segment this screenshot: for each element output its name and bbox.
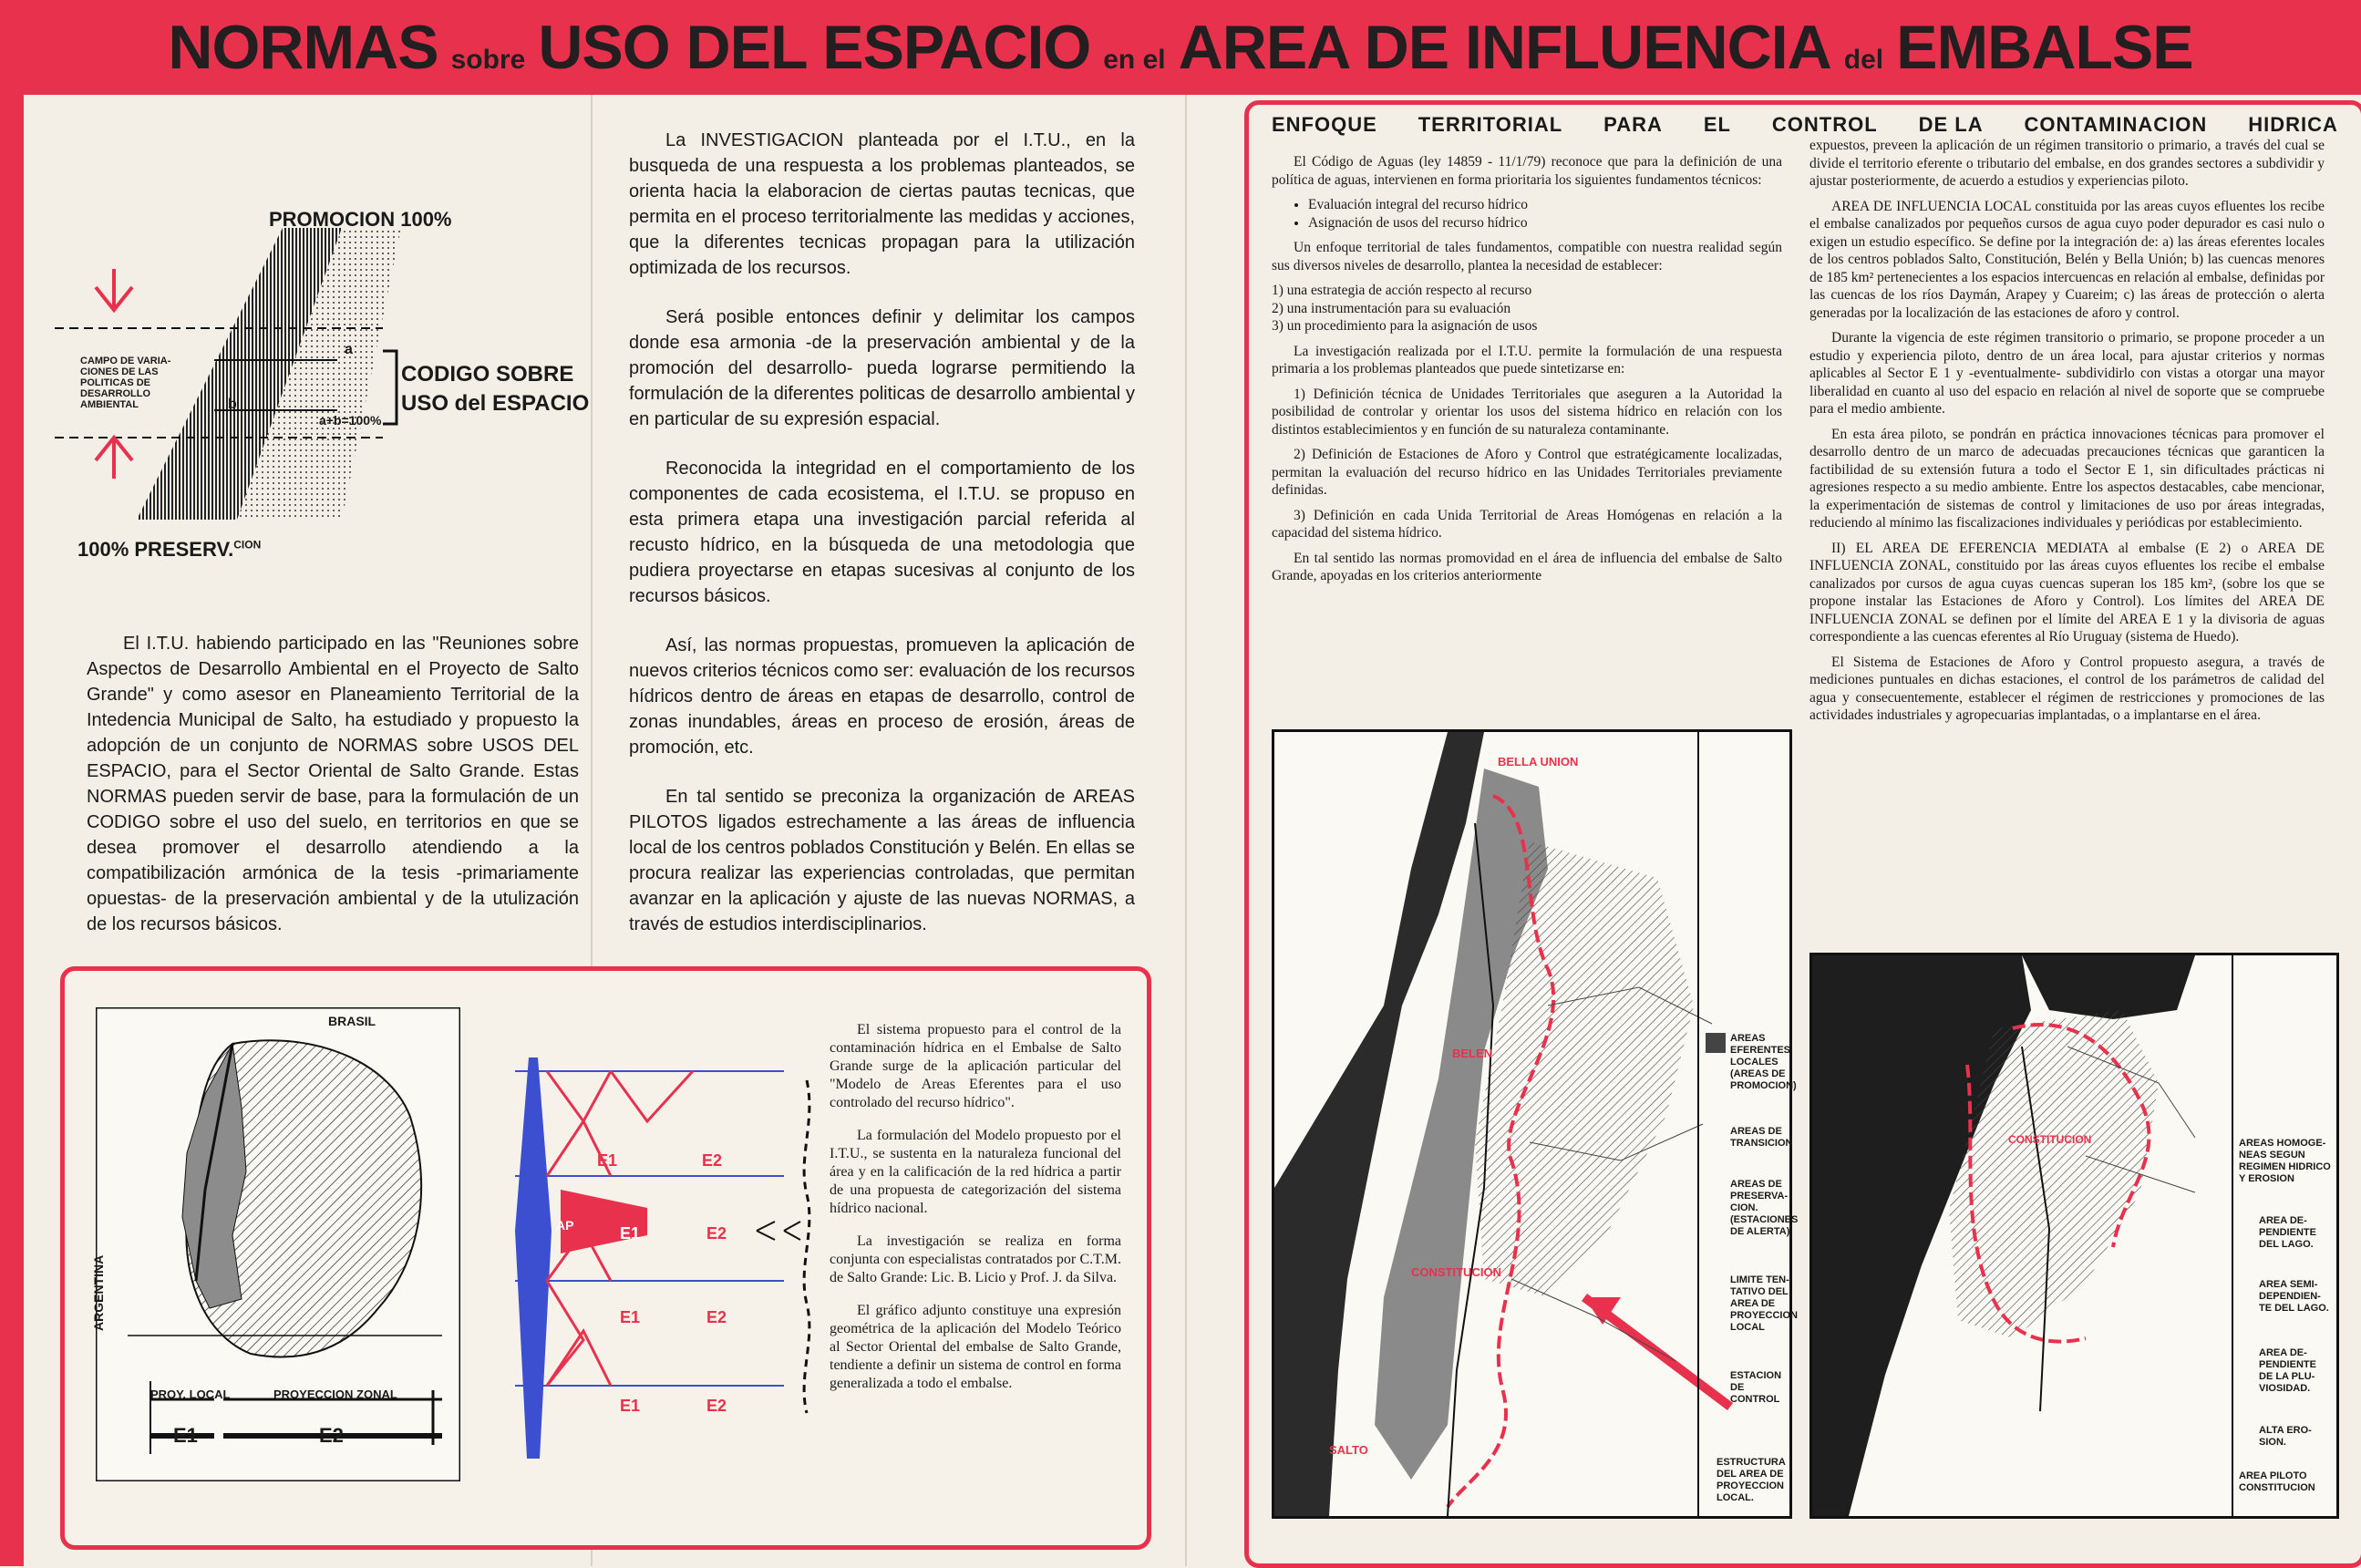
proy-zonal-label: PROYECCION ZONAL xyxy=(273,1387,397,1401)
argentina-label: ARGENTINA xyxy=(91,1254,106,1331)
map1-legend-1: AREAS EFERENTES LOCALES (AREAS DE PROMOCION) xyxy=(1730,1033,1797,1091)
model-box-text: El sistema propuesto para el control de la contaminación hídrica en el Embalse de Salto Grande surge de la aplicación particular del "Modelo de Areas Eferentes para el uso controlado del recurso hídrico". La formulación del Modelo propuesto por el I.T.U., se sustenta en la naturaleza funcional del área y en la calificación de la red hídrica a partir de una propuesta de categorización del sistema hídrico nacional. La investigación se realiza en forma conjunta con especialistas contratados por C.T.M. de Salto Grande: Lic. B. Licio y Prof. J. da Silva. El gráfico adjunto constituye una expresión geométrica de la aplicación del Modelo Teórico al Sector Oriental del embalse de Salto Grande, tendiente a definir un sistema de control en forma generalizada a todo el embalse. xyxy=(830,1022,1121,1391)
model-e1-1: E1 xyxy=(597,1151,618,1170)
model-e1-3: E1 xyxy=(620,1308,641,1326)
map2-legend-divider xyxy=(2232,955,2233,1516)
brasil-label: BRASIL xyxy=(328,1014,376,1028)
map2-legend-2: AREA SEMI- DEPENDIEN- TE DEL LAGO. xyxy=(2259,1279,2329,1314)
model-e2-2: E2 xyxy=(706,1224,727,1243)
investigation-column: La INVESTIGACION planteada por el I.T.U., en la busqueda de una respuesta a los problemas planteados, se orienta hacia la elaboracion de ciertas pautas tecnicas, que permita en el proceso territorialmente las medidas y acciones, que la diferentes tecnicas propagan para la utilización optimizada de los recursos. Será posible entonces definir y delimitar los campos donde esa armonia -de la preservación ambiental y de la promoción del desarrollo- pueda lograrse permitiendo la formulación de la diferentes politicas de desarrollo ambiental y en particular de su expresión espacial. Reconocida la integridad en el comportamiento de los componentes de cada ecosistema, el I.T.U. se propuso en esta primera etapa una investigación parcial referida al recusto hídrico, en la búsqueda de una metodologia que pudiera proyectarse en etapas sucesivas al conjunto de los recursos básicos. Así, las normas propuestas, promueven la aplicación de nuevos criterios técnicos como ser: evaluación de los recursos hídricos dentro de áreas en etapas de desarrollo, control de zonas inundables, áreas en proceso de erosión, áreas de promoción, etc. En tal sentido se preconiza la organización de AREAS PILOTOS ligados estrechamente a las áreas de influencia local de los centros poblados Constitución y Belén. En ellas se procura realizar las experiencias controladas, que permitan avanzar en la aplicación y ajuste de las nuevas NORMAS, a través de estudios interdisciplinarios. xyxy=(629,130,1135,934)
left-red-edge xyxy=(0,95,24,1566)
map1-legend-3: AREAS DE PRESERVA- CION. (ESTACIONES DE ALERTA) xyxy=(1730,1179,1799,1237)
fold-line xyxy=(1185,95,1187,1566)
map2-legend-4: ALTA ERO- SION. xyxy=(2259,1425,2312,1448)
map2-legend-0: AREAS HOMOGE- NEAS SEGUN REGIMEN HIDRICO Y EROSION xyxy=(2239,1138,2331,1184)
eferent-model-diagram xyxy=(510,1048,820,1468)
right-column-b: expuestos, preveen la aplicación de un régimen transitorio o primario, a través del cual se divide el territorio eferente o tributario del embalse, en dos grandes sectores a subdividir y ajustar posteriormente, de acuerdo a estudios y experiencias piloto. AREA DE INFLUENCIA LOCAL constituida por las areas cuyos efluentes los recibe el embalse canalizados por pequeños cursos de agua cuyo poder depurador es casi nulo o exigen un estudio específico. Se define por la integración de: a) las áreas eferentes locales de los centros poblados Salto, Constitución, Belén y Bella Unión; b) las cuencas menores de 185 km² pertenecientes a los espacios intercuencas en relación al embalse, definidas por las cuencas de los ríos Daymán, Arapey y Cuareim; c) las áreas de protección o alerta generadas por la localización de las estaciones de aforo y control. Durante la vigencia de este régimen transitorio o primario, se propone proceder a un estudio y experiencia piloto, dentro de un área local, para ajustar criterios y normas aplicables al Sector E 1 y -eventualmente- subdividirlo con vistas a otorgar una mayor liberalidad en cuanto al uso del espacio en relación al nivel de soporte que se compruebe para el medio ambiente. En esta área piloto, se pondrán en práctica innovaciones técnicas para promover el desarrollo dentro de un marco de adecuadas precauciones técnicas que garanticen la factibilidad de su extensión futura a todo el Sector E 1, sin dificultades prácticas ni agresiones respecto a su medio ambiente. Entre los aspectos destacables, cabe mencionar, la experimentación de sistemas de control y limitaciones de uso por áreas integradas, reduciendo al mínimo las fiscalizaciones individuales y periódicas por establecimiento. II) EL AREA DE EFERENCIA MEDIATA al embalse (E 2) o AREA DE INFLUENCIA ZONAL, constituido por las áreas cuyos efluentes los recibe el embalse canalizados por cursos de agua cuyas cuencas superan los 185 km², (sobre los que se propone instalar las Estaciones de Aforo y Control). Los límites del AREA DE INFLUENCIA ZONAL se definen por el límite del AREA E 1 y la divisoria de aguas correspondiente a las cuencas eferentes al Río Uruguay (sistema de Huedo). El Sistema de Estaciones de Aforo y Control propuesto asegura, a través de mediciones puntuales en dichas estaciones, el control de los parámetros de calidad del agua y consecuentemente, establecer el régimen de restricciones y promociones de las actividades industriales y agropecuarias implantadas, o a implantarse en el área. xyxy=(1809,138,2325,723)
model-e2-1: E2 xyxy=(702,1151,723,1170)
map2-legend-5: AREA PILOTO CONSTITUCION xyxy=(2239,1470,2315,1493)
a-label: a xyxy=(345,342,353,357)
promocion-label: PROMOCION 100% xyxy=(269,208,452,231)
e2-label: E2 xyxy=(319,1424,344,1447)
constitucion-pilot-label: CONSTITUCION xyxy=(2008,1133,2092,1146)
model-e1-2: E1 xyxy=(620,1224,641,1243)
right-section-heading: ENFOQUE TERRITORIAL PARA EL CONTROL DE LA CONTAMINACION HIDRICA xyxy=(1272,113,2338,136)
map1-legend-divider xyxy=(1697,732,1699,1516)
intro-column: El I.T.U. habiendo participado en las "Reuniones sobre Aspectos de Desarrollo Ambiental en el Proyecto de Salto Grande" y como asesor en Planeamiento Territorial de la Intedencia Municipal de Salto, ha estudiado y propuesto la adopción de un conjunto de NORMAS sobre USOS DEL ESPACIO, para el Sector Oriental de Salto Grande. Estas NORMAS pueden servir de base, para la formulación de un CODIGO sobre el uso del suelo, en territorios en que se desea promover el desarrollo atendiendo a la compatibilización armónica de la tesis -primariamente opuestas- de la preservación ambiental y de la utulización de los recursos básicos. xyxy=(87,634,579,934)
model-e1-4: E1 xyxy=(620,1397,641,1415)
salto-label: SALTO xyxy=(1329,1443,1368,1457)
model-e2-3: E2 xyxy=(706,1308,727,1326)
promotion-preservation-diagram xyxy=(36,191,593,574)
map1-legend-2: AREAS DE TRANSICION xyxy=(1730,1126,1793,1149)
pilot-map-graphic xyxy=(1812,955,2336,1516)
pilot-area-map xyxy=(1809,953,2339,1519)
proy-local-label: PROY. LOCAL xyxy=(150,1387,231,1401)
b-label: b xyxy=(228,397,237,412)
belen-label: BELEN xyxy=(1452,1047,1493,1060)
map2-legend-1: AREA DE- PENDIENTE DEL LAGO. xyxy=(2259,1215,2316,1250)
page-title: NORMAS sobre USO DEL ESPACIO en el AREA DE INFLUENCIA del EMBALSE xyxy=(168,13,2193,82)
legend-swatch-eferentes xyxy=(1706,1033,1726,1053)
codigo-label: CODIGO SOBRE USO del ESPACIO xyxy=(401,362,590,416)
map1-legend-4: LIMITE TEN- TATIVO DEL AREA DE PROYECCION LOCAL xyxy=(1730,1274,1798,1333)
local-map-graphic xyxy=(1274,732,1789,1516)
map2-legend-3: AREA DE- PENDIENTE DE LA PLU- VIOSIDAD. xyxy=(2259,1347,2316,1394)
preserv-label: 100% PRESERV.$^{CION}$ xyxy=(77,538,262,561)
location-map xyxy=(96,1007,460,1481)
e1-label: E1 xyxy=(173,1424,198,1447)
model-e2-4: E2 xyxy=(706,1397,727,1415)
campo-label: CAMPO DE VARIA- CIONES DE LAS POLITICAS DE DESARROLLO AMBIENTAL xyxy=(80,356,171,410)
constitucion-label: CONSTITUCION xyxy=(1411,1265,1501,1279)
model-ap: AP xyxy=(556,1218,574,1233)
ab-label: a+b=100% xyxy=(319,413,382,428)
map1-legend-6: ESTRUCTURA DEL AREA DE PROYECCION LOCAL. xyxy=(1717,1457,1786,1503)
local-projection-map xyxy=(1272,729,1799,1519)
bella-union-label: BELLA UNION xyxy=(1498,755,1579,769)
right-column-a: El Código de Aguas (ley 14859 - 11/1/79) reconoce que para la definición de una política de aguas, intervienen en forma prioritaria los siguientes fundamentos técnicos: • Evaluación integral del recurso hídrico • Asignación de usos del recurso hídrico Un enfoque territorial de tales fundamentos, compatible con nuestra realidad según sus diversos niveles de desarrollo, plantea la necesidad de establecer: 1) una estrategia de acción respecto al recurso 2) una instrumentación para su evaluación 3) un procedimiento para la asignación de usos La investigación realizada por el I.T.U. permite la formulación de una respuesta primaria a los problemas planteados que puede sintetizarse en: 1) Definición técnica de Unidades Territoriales que aseguren a la Autoridad la posibilidad de controlar y orientar los usos del sistema hídrico en relación con los distintos establecimientos y en función de su naturaleza contaminante. 2) Definición de Estaciones de Aforo y Control que estratégicamente localizadas, permitan la evaluación del recurso hídrico en las Unidades Territoriales previamente definidas. 3) Definición en cada Unida Territorial de Areas Homógenas en relación a la capacidad del sistema hídrico. En tal sentido las normas promovidad en el área de influencia del embalse de Salto Grande, apoyadas en los criterios anteriormente xyxy=(1272,153,1782,593)
map1-legend-5: ESTACION DE CONTROL xyxy=(1730,1370,1782,1405)
